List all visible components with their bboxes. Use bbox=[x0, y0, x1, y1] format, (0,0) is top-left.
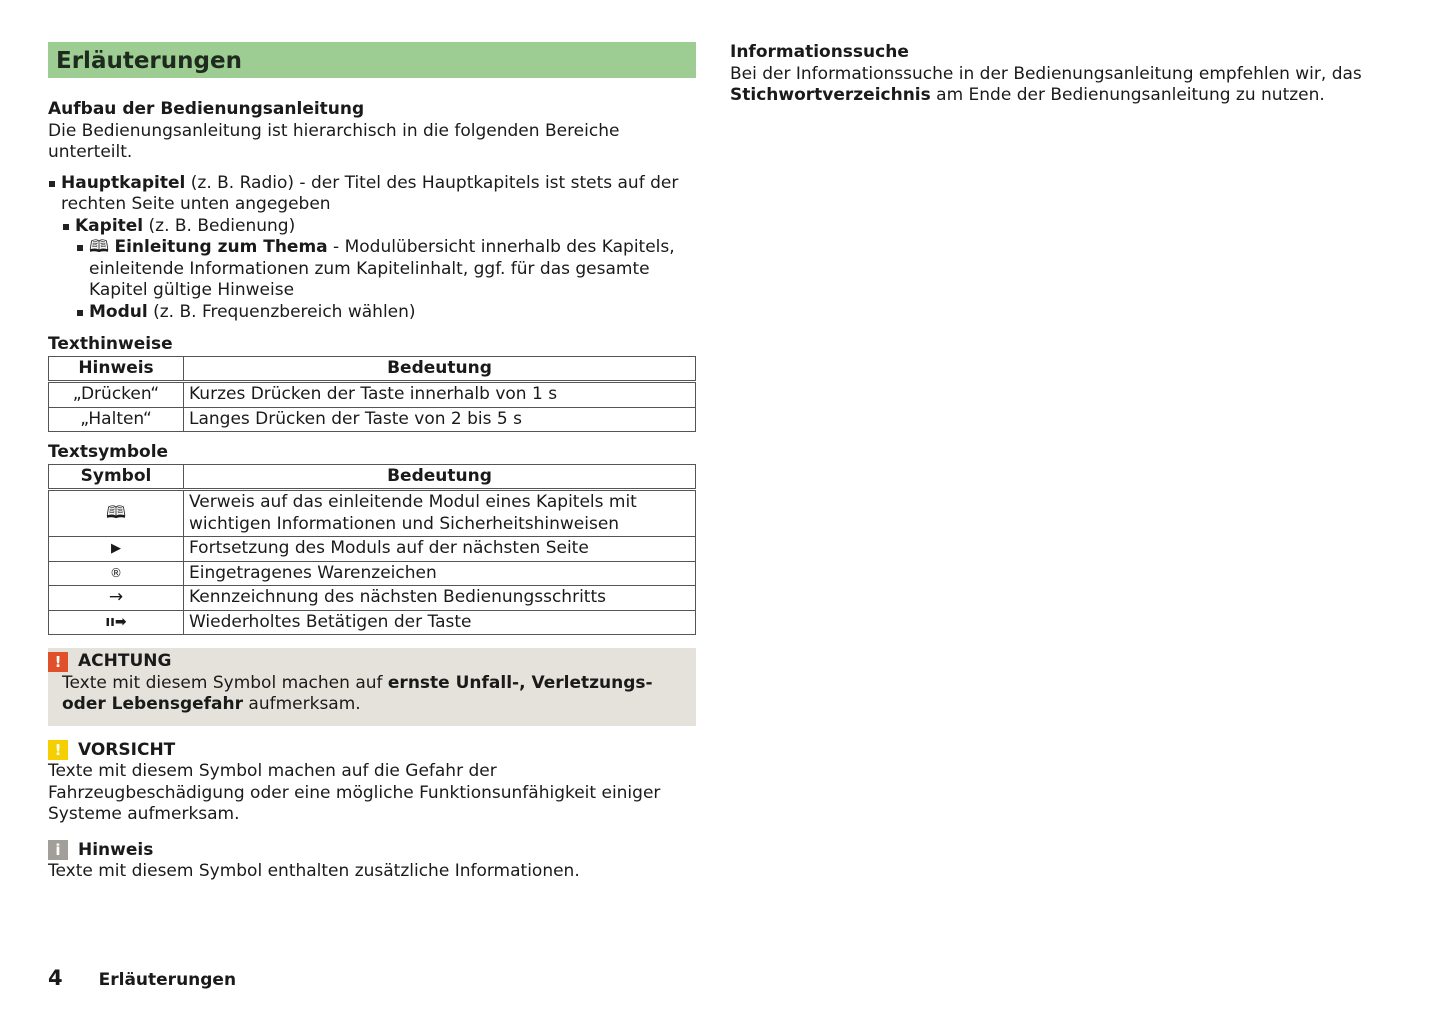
informationssuche-heading: Informationssuche bbox=[730, 42, 909, 62]
table-row bbox=[49, 382, 696, 408]
page-number: 4 bbox=[48, 966, 63, 990]
informationssuche-text: Bei der Informationssuche in der Bedienungsanleitung empfehlen wir, das Stichwortverzeichnis am Ende der Bedienungsanleitung zu nutzen. bbox=[730, 63, 1362, 105]
table-row bbox=[49, 537, 696, 562]
cell: Kennzeichnung des nächsten Bedienungsschritts bbox=[184, 586, 696, 611]
info-icon: i bbox=[48, 840, 68, 860]
table-row bbox=[49, 490, 696, 537]
hinweis-title: Hinweis bbox=[78, 839, 154, 860]
cell: Langes Drücken der Taste von 2 bis 5 s bbox=[184, 407, 696, 432]
cell: „Halten“ bbox=[49, 407, 184, 432]
vorsicht-text: Texte mit diesem Symbol machen auf die Gefahr der Fahrzeugbeschädigung oder eine mögliche Funktionsunfähigkeit einiger Systeme aufmerksam. bbox=[48, 761, 661, 824]
item-text: (z. B. Radio) - der Titel des Hauptkapitels ist stets auf der rechten Seite unten angegeben bbox=[61, 172, 679, 214]
footer-section: Erläuterungen bbox=[98, 970, 237, 990]
table-row bbox=[49, 586, 696, 611]
book-icon: 🕮 bbox=[49, 490, 184, 537]
textsymbole-table bbox=[48, 464, 696, 636]
item-bold: Modul bbox=[89, 301, 148, 322]
page-footer bbox=[48, 968, 236, 992]
cell: Eingetragenes Warenzeichen bbox=[184, 561, 696, 586]
textsymbole-heading: Textsymbole bbox=[48, 442, 169, 462]
cell: Verweis auf das einleitende Modul eines Kapitels mit wichtigen Informationen und Sicherheitshinweisen bbox=[184, 490, 696, 537]
achtung-text: Texte mit diesem Symbol machen auf ernste Unfall-, Verletzungs- oder Lebensgefahr aufmerksam. bbox=[62, 672, 653, 714]
warning-exclamation-icon: ! bbox=[48, 652, 68, 672]
page-title: Erläuterungen bbox=[48, 42, 696, 78]
column-header: Hinweis bbox=[49, 356, 184, 382]
item-bold: Einleitung zum Thema bbox=[114, 237, 328, 257]
list-item bbox=[62, 216, 696, 238]
item-text: - Modulübersicht innerhalb des Kapitels, einleitende Informationen zum Kapitelinhalt, ggf. für das gesamte Kapitel gültige Hinweise bbox=[89, 237, 675, 300]
table-row bbox=[49, 407, 696, 432]
achtung-box bbox=[48, 648, 696, 726]
hinweis-section bbox=[48, 840, 696, 883]
vorsicht-section bbox=[48, 740, 696, 826]
arrow-right-icon: → bbox=[49, 586, 184, 611]
cell: Kurzes Drücken der Taste innerhalb von 1 s bbox=[184, 382, 696, 408]
item-bold: Kapitel bbox=[75, 215, 144, 236]
table-row bbox=[49, 561, 696, 586]
hierarchy-list bbox=[48, 173, 696, 324]
list-item bbox=[76, 302, 696, 324]
vorsicht-title: VORSICHT bbox=[78, 739, 176, 760]
left-column bbox=[48, 42, 696, 883]
hinweis-text: Texte mit diesem Symbol enthalten zusätzliche Informationen. bbox=[48, 861, 580, 881]
list-item bbox=[76, 237, 696, 302]
aufbau-intro: Die Bedienungsanleitung ist hierarchisch in die folgenden Bereiche unterteilt. bbox=[48, 120, 620, 162]
book-icon: 🕮 bbox=[89, 237, 115, 257]
play-triangle-icon: ▶ bbox=[49, 537, 184, 562]
column-header: Symbol bbox=[49, 464, 184, 490]
texthinweise-table bbox=[48, 356, 696, 433]
cell: „Drücken“ bbox=[49, 382, 184, 408]
achtung-title: ACHTUNG bbox=[78, 651, 172, 671]
registered-icon: ® bbox=[49, 561, 184, 586]
repeat-arrow-icon: ıı➡ bbox=[49, 610, 184, 635]
right-column bbox=[730, 42, 1370, 107]
table-row bbox=[49, 610, 696, 635]
item-text: (z. B. Frequenzbereich wählen) bbox=[147, 301, 416, 322]
aufbau-heading: Aufbau der Bedienungsanleitung bbox=[48, 99, 365, 119]
caution-exclamation-icon: ! bbox=[48, 740, 68, 760]
texthinweise-heading: Texthinweise bbox=[48, 334, 173, 354]
item-text: (z. B. Bedienung) bbox=[143, 215, 296, 236]
list-item bbox=[48, 173, 696, 216]
column-header: Bedeutung bbox=[184, 464, 696, 490]
cell: Wiederholtes Betätigen der Taste bbox=[184, 610, 696, 635]
item-bold: Hauptkapitel bbox=[61, 172, 186, 193]
column-header: Bedeutung bbox=[184, 356, 696, 382]
cell: Fortsetzung des Moduls auf der nächsten Seite bbox=[184, 537, 696, 562]
